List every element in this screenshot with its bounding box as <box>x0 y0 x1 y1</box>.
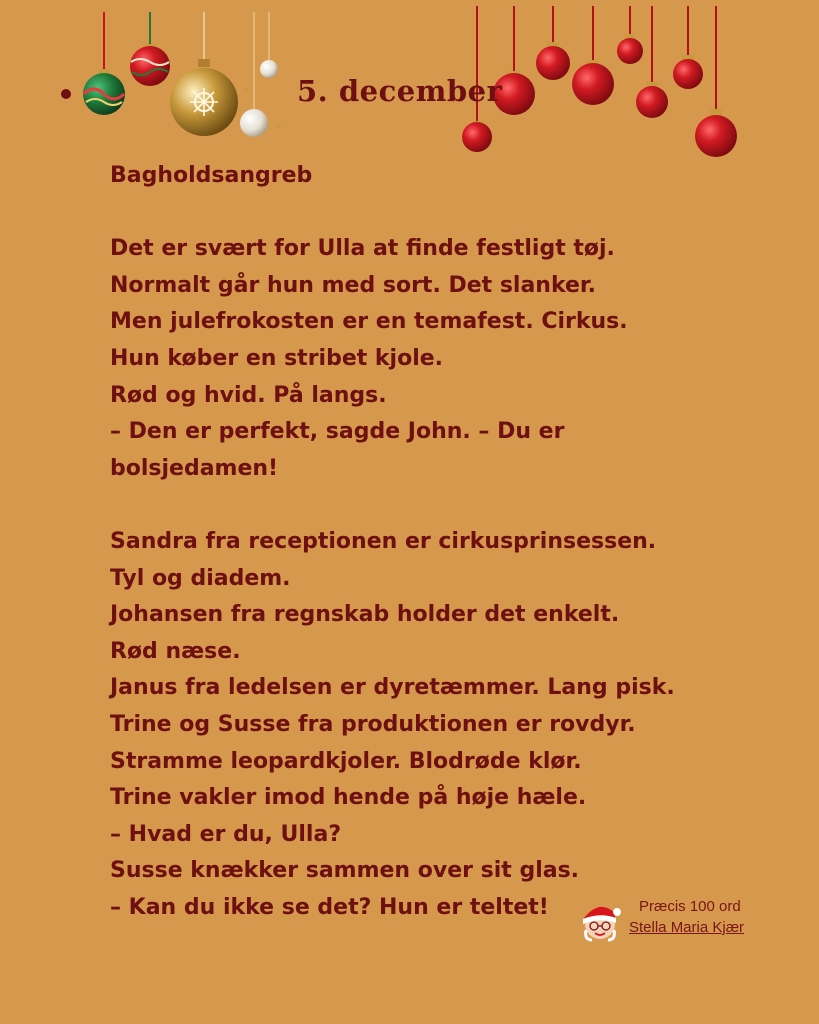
story-line: Rød næse. <box>110 638 241 664</box>
story-line: Normalt går hun med sort. Det slanker. <box>110 272 596 298</box>
story-line: Rød og hvid. På langs. <box>110 382 387 408</box>
author-link[interactable]: Stella Maria Kjær <box>629 919 745 936</box>
story-line: – Hvad er du, Ulla? <box>110 821 342 847</box>
red-bauble-icon <box>617 6 643 64</box>
story-line: Tyl og diadem. <box>110 565 291 591</box>
dot-ornament <box>61 89 71 99</box>
red-bauble-icon <box>673 6 703 89</box>
paragraph-gap <box>110 195 750 232</box>
footer-credit <box>629 896 744 938</box>
story-line: Det er svært for Ulla at finde festligt tøj. <box>110 236 615 262</box>
silver-bauble-icon <box>260 12 278 78</box>
story-text <box>110 158 750 926</box>
story-line: Janus fra ledelsen er dyretæmmer. Lang pisk. <box>110 675 675 701</box>
red-bauble-icon <box>536 6 570 80</box>
story-title: Bagholdsangreb <box>110 163 313 188</box>
red-bauble-icon <box>572 6 614 105</box>
story-line: – Den er perfekt, sagde John. – Du er <box>110 419 565 445</box>
gold-bauble-icon <box>170 12 238 136</box>
story-line: bolsjedamen! <box>110 455 279 481</box>
red-bauble-icon <box>636 6 668 118</box>
story-line: Trine vakler imod hende på høje hæle. <box>110 785 587 811</box>
story-line: Susse knækker sammen over sit glas. <box>110 858 580 884</box>
story-line: Men julefrokosten er en temafest. Cirkus. <box>110 309 628 335</box>
paragraph-gap <box>110 487 750 524</box>
green-bauble-icon <box>83 12 125 115</box>
story-line: Hun køber en stribet kjole. <box>110 345 444 371</box>
story-line: Trine og Susse fra produktionen er rovdyr. <box>110 711 636 737</box>
story-line: – Kan du ikke se det? Hun er teltet! <box>110 894 549 920</box>
story-line: Johansen fra regnskab holder det enkelt. <box>110 602 620 628</box>
red-bauble-icon <box>695 6 737 157</box>
red-bauble-icon <box>130 12 170 86</box>
date-heading: 5. december <box>297 74 503 108</box>
word-count-label: Præcis 100 ord <box>639 898 741 915</box>
story-line: Sandra fra receptionen er cirkusprinsessen. <box>110 528 657 554</box>
story-line: Stramme leopardkjoler. Blodrøde klør. <box>110 748 582 774</box>
santa-avatar-icon <box>576 896 624 944</box>
